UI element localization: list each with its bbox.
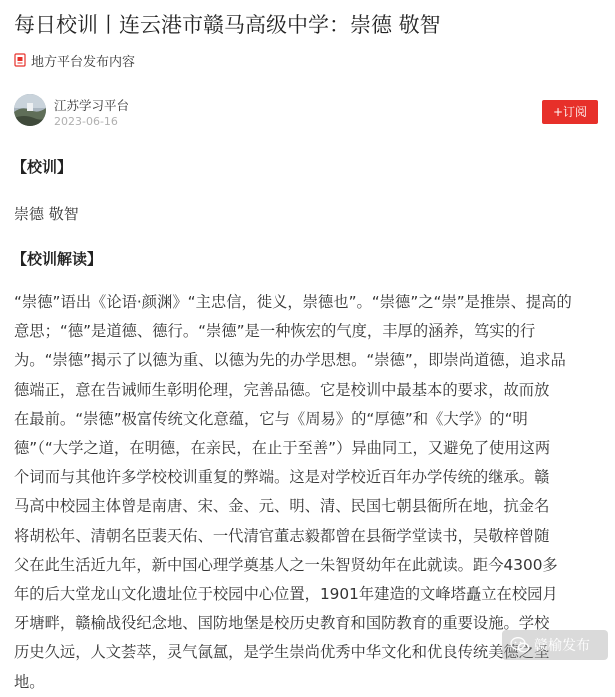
- body-line: 年的后大堂龙山文化遗址位于校园中心位置，1901年建造的文峰塔矗立在校园月: [14, 585, 558, 604]
- wechat-icon: [510, 636, 530, 654]
- avatar[interactable]: [14, 94, 46, 126]
- body-line: 将胡松年、清朝名臣裴天佑、一代清官董志毅都曾在县衙学堂读书，吴敬梓曾随: [14, 526, 550, 545]
- motto-text: 崇德 敬智: [14, 205, 79, 223]
- subscribe-button[interactable]: +订阅: [542, 100, 598, 124]
- avatar-image: [14, 94, 46, 126]
- body-line: 在最前。“崇德”极富传统文化意蕴，它与《周易》的“厚德”和《大学》的“明: [14, 409, 528, 428]
- document-icon: [14, 53, 26, 67]
- body-line: 父在此生活近九年，新中国心理学奠基人之一朱智贤幼年在此就读。距今4300多: [14, 555, 558, 574]
- watermark-text: 赣榆发布: [534, 638, 590, 654]
- author-name[interactable]: 江苏学习平台: [54, 98, 130, 113]
- body-line: 个词而与其他许多学校校训重复的弊端。这是对学校近百年办学传统的继承。赣: [14, 468, 550, 487]
- watermark: [510, 634, 590, 656]
- motto-heading: 【校训】: [12, 158, 73, 176]
- body-line: 牙塘畔，赣榆战役纪念地、国防地堡是校历史教育和国防教育的重要设施。学校: [14, 614, 550, 633]
- body-line: 意思；“德”是道德、德行。“崇德”是一种恢宏的气度，丰厚的涵养，笃实的行: [14, 322, 536, 341]
- body-line: 马高中校园主体曾是南唐、宋、金、元、明、清、民国七朝县衙所在地，抗金名: [14, 497, 550, 516]
- body-line: 德端正，意在告诫师生彰明伦理，完善品德。它是校训中最基本的要求，故而放: [14, 380, 550, 399]
- body-line: 历史久远，人文荟萃，灵气氤氲，是学生崇尚优秀中华文化和优良传统美德之圣: [14, 643, 550, 662]
- platform-label: 地方平台发布内容: [31, 54, 136, 70]
- author-bar: [14, 94, 598, 134]
- interpretation-heading: 【校训解读】: [12, 250, 103, 268]
- platform-tag: [14, 50, 135, 70]
- body-line: 地。: [14, 672, 45, 691]
- publish-date: 2023-06-16: [54, 115, 118, 128]
- body-line: 德”（“大学之道，在明德，在亲民，在止于至善”）异曲同工，又避免了使用这两: [14, 439, 551, 458]
- body-line: “崇德”语出《论语·颜渊》“主忠信，徙义，崇德也”。“崇德”之“崇”是推崇、提高的: [14, 293, 572, 311]
- body-line: 为。“崇德”揭示了以德为重、以德为先的办学思想。“崇德”，即崇尚道德，追求品: [14, 351, 566, 370]
- article-title: 每日校训丨连云港市赣马高级中学：崇德 敬智: [14, 13, 441, 37]
